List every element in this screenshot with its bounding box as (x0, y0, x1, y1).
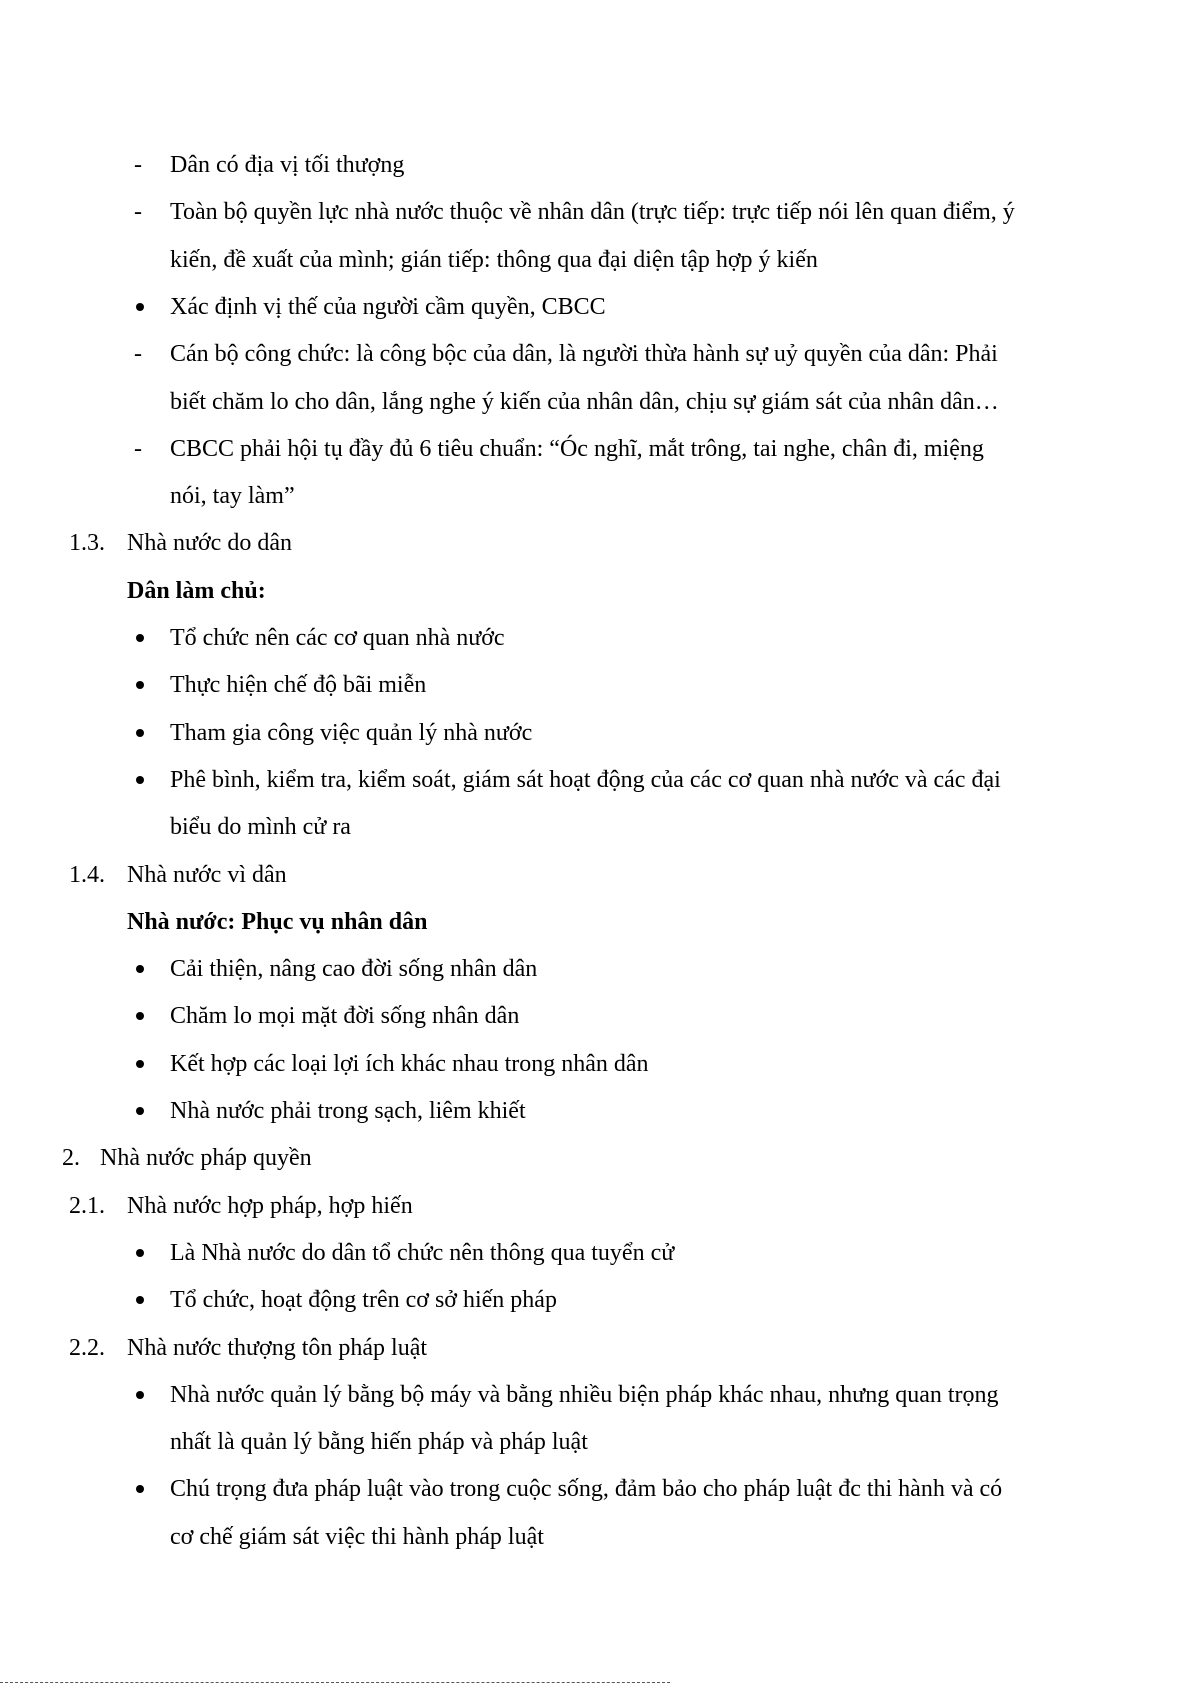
list-item-text: nhất là quản lý bằng hiến pháp và pháp luật (170, 1429, 588, 1456)
bullet-icon (136, 776, 144, 784)
section-number: 2.1. (69, 1192, 105, 1219)
list-item-text: Kết hợp các loại lợi ích khác nhau trong nhân dân (170, 1050, 649, 1077)
list-item-text: Tham gia công việc quản lý nhà nước (170, 719, 533, 746)
list-item-text: Chú trọng đưa pháp luật vào trong cuộc sống, đảm bảo cho pháp luật đc thi hành và có (170, 1476, 1003, 1503)
list-item-text: Cải thiện, nâng cao đời sống nhân dân (170, 956, 538, 983)
section-heading: Nhà nước hợp pháp, hợp hiến (127, 1192, 413, 1219)
list-item-text: Xác định vị thế của người cầm quyền, CBCC (170, 293, 606, 320)
bullet-icon (136, 1107, 144, 1115)
bullet-icon (136, 1012, 144, 1020)
bullet-icon (136, 1391, 144, 1399)
list-item-text: Tổ chức, hoạt động trên cơ sở hiến pháp (170, 1287, 557, 1314)
list-item-text: Dân có địa vị tối thượng (170, 152, 405, 178)
bullet-icon (136, 729, 144, 737)
list-item-text: biểu do mình cử ra (170, 814, 351, 841)
section-heading: Nhà nước pháp quyền (100, 1145, 312, 1172)
dash-marker: - (134, 199, 142, 226)
list-item-text: Phê bình, kiểm tra, kiểm soát, giám sát hoạt động của các cơ quan nhà nước và các đại (170, 766, 1001, 793)
section-number: 2.2. (69, 1334, 105, 1361)
list-item-text: Là Nhà nước do dân tổ chức nên thông qua tuyển cử (170, 1239, 675, 1266)
list-item-text: nói, tay làm” (170, 483, 295, 510)
section-number: 1.4. (69, 861, 105, 888)
bullet-icon (136, 1296, 144, 1304)
bullet-icon (136, 965, 144, 973)
list-item-text: biết chăm lo cho dân, lắng nghe ý kiến của nhân dân, chịu sự giám sát của nhân dân… (170, 388, 999, 415)
dash-marker: - (134, 435, 142, 462)
section-heading: Nhà nước vì dân (127, 861, 287, 888)
dash-marker: - (134, 341, 142, 368)
section-heading: Nhà nước thượng tôn pháp luật (127, 1334, 428, 1361)
subheading: Nhà nước: Phục vụ nhân dân (127, 908, 428, 935)
list-item-text: Thực hiện chế độ bãi miễn (170, 672, 427, 699)
section-number: 2. (62, 1145, 80, 1172)
footer-rule (0, 1682, 670, 1683)
list-item-text: kiến, đề xuất của mình; gián tiếp: thông qua đại diện tập hợp ý kiến (170, 246, 818, 273)
list-item-text: cơ chế giám sát việc thi hành pháp luật (170, 1523, 544, 1550)
section-heading: Nhà nước do dân (127, 530, 292, 557)
bullet-icon (136, 1485, 144, 1493)
subheading: Dân làm chủ: (127, 577, 266, 604)
bullet-icon (136, 303, 144, 311)
section-number: 1.3. (69, 530, 105, 557)
dash-marker: - (134, 152, 142, 178)
bullet-icon (136, 681, 144, 689)
list-item-text: Chăm lo mọi mặt đời sống nhân dân (170, 1003, 520, 1030)
list-item-text: Cán bộ công chức: là công bộc của dân, là người thừa hành sự uỷ quyền của dân: Phải (170, 341, 998, 368)
list-item-text: Nhà nước phải trong sạch, liêm khiết (170, 1098, 526, 1124)
bullet-icon (136, 634, 144, 642)
bullet-icon (136, 1060, 144, 1068)
bullet-icon (136, 1249, 144, 1257)
list-item-text: Toàn bộ quyền lực nhà nước thuộc về nhân dân (trực tiếp: trực tiếp nói lên quan điểm, ý (170, 199, 1015, 226)
list-item-text: Nhà nước quản lý bằng bộ máy và bằng nhiều biện pháp khác nhau, nhưng quan trọng (170, 1381, 999, 1408)
list-item-text: Tổ chức nên các cơ quan nhà nước (170, 625, 505, 651)
list-item-text: CBCC phải hội tụ đầy đủ 6 tiêu chuẩn: “Óc nghĩ, mắt trông, tai nghe, chân đi, miệng (170, 435, 984, 462)
